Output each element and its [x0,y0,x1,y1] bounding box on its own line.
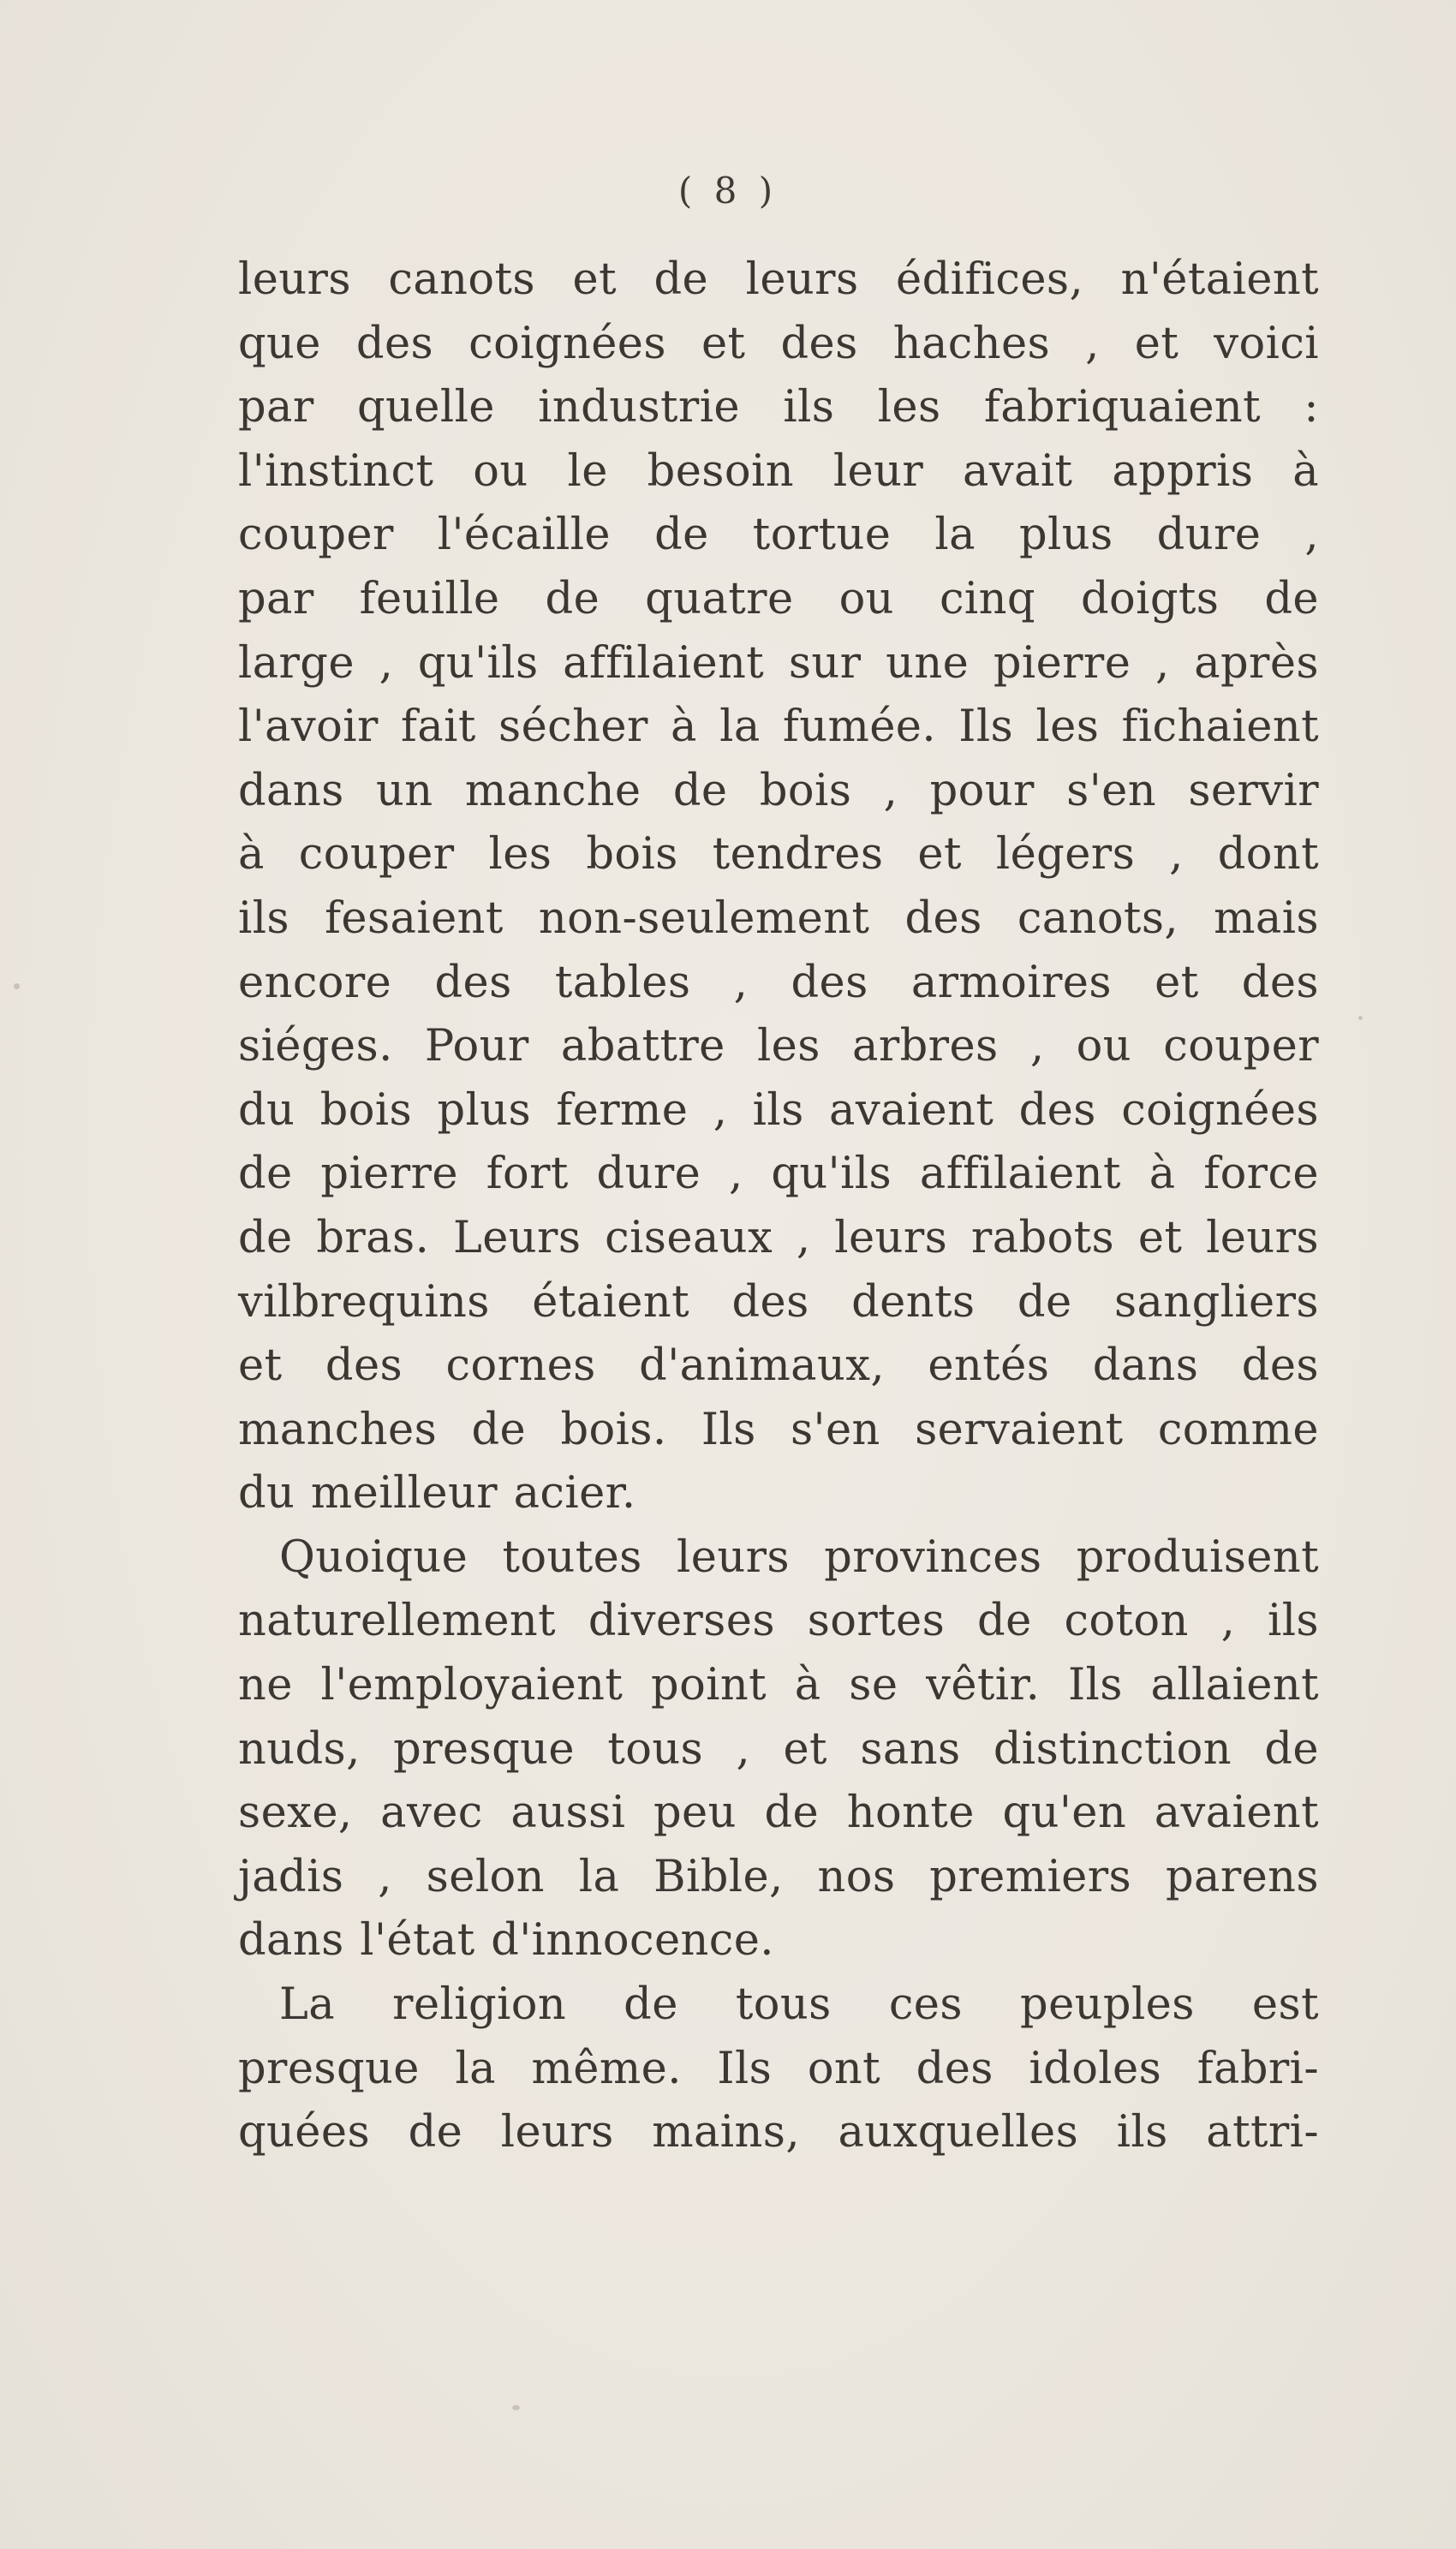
text-line: presque la même. Ils ont des idoles fabri- [238,2043,1319,2094]
text-line: dans l'état d'innocence. [238,1915,774,1967]
text-line: couper l'écaille de tortue la plus dure , [238,510,1319,561]
paper-speck [1358,1016,1363,1020]
text-line: ne l'employaient point à se vêtir. Ils allaient [238,1660,1319,1711]
text-line: sexe, avec aussi peu de honte qu'en avaient [238,1788,1319,1839]
text-line: nuds, presque tous , et sans distinction de [238,1723,1319,1775]
body-text [238,248,1319,2165]
text-line: manches de bois. Ils s'en servaient comme [238,1404,1319,1455]
text-line: ils fesaient non-seulement des canots, mais [238,892,1319,944]
text-line: encore des tables , des armoires et des [238,957,1319,1008]
text-line: et des cornes d'animaux, entés dans des [238,1340,1319,1392]
text-line: siéges. Pour abattre les arbres , ou couper [238,1021,1319,1072]
text-line: La religion de tous ces peuples est [279,1979,1319,2031]
text-line: l'avoir fait sécher à la fumée. Ils les fichaient [238,701,1319,753]
text-line: dans un manche de bois , pour s'en servir [238,765,1319,816]
text-line: vilbrequins étaient des dents de sangliers [238,1276,1319,1328]
text-line: leurs canots et de leurs édifices, n'étaient [238,254,1319,305]
text-line: naturellement diverses sortes de coton , ils [238,1596,1319,1647]
text-line: de bras. Leurs ciseaux , leurs rabots et leurs [238,1212,1319,1263]
text-line: à couper les bois tendres et légers , dont [238,829,1319,881]
text-line: par feuille de quatre ou cinq doigts de [238,573,1319,624]
text-line: quées de leurs mains, auxquelles ils attri- [238,2107,1319,2158]
text-line: jadis , selon la Bible, nos premiers parens [238,1851,1319,1902]
text-line: large , qu'ils affilaient sur une pierre , après [238,637,1319,689]
text-line: l'instinct ou le besoin leur avait appris à [238,445,1319,497]
text-line: par quelle industrie ils les fabriquaient : [238,382,1319,433]
text-line: Quoique toutes leurs provinces produisent [279,1531,1319,1583]
paper-speck [512,2405,520,2410]
text-line: du meilleur acier. [238,1468,636,1519]
text-line: que des coignées et des haches , et voici [238,318,1319,369]
page-number: ( 8 ) [677,170,779,212]
text-line: de pierre fort dure , qu'ils affilaient à force [238,1149,1319,1200]
paper-speck [14,983,20,989]
text-line: du bois plus ferme , ils avaient des coignées [238,1084,1319,1136]
